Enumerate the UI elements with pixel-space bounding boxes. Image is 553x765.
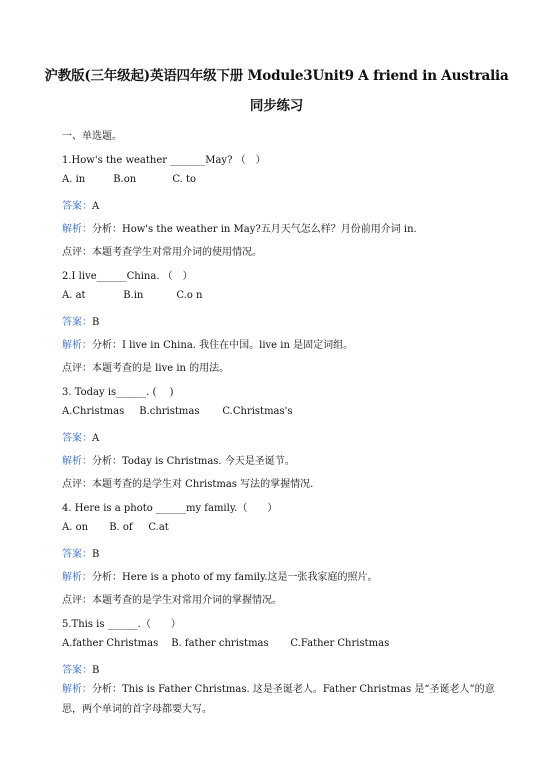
question-1-comment: 点评：本题考查学生对常用介词的使用情况。 [62,247,262,258]
question-1-stem: 1.How's the weather _______May? （ ） [62,155,266,166]
option-a: A. at [62,290,86,301]
question-3-answer [62,429,513,444]
answer-label: 答案： [62,549,92,560]
question-2-analysis [62,336,513,351]
analysis-label: 解析： [62,684,92,695]
question-3-options [62,406,513,417]
analysis-text: 分析：How's the weather in May?五月天气怎么样？月份前用介词 in. [92,224,417,235]
option-c: C.Father Christmas [290,638,390,649]
analysis-text: 分析：This is Father Christmas. 这是圣诞老人。Father Christmas 是“圣诞老人”的意思，两个单词的首字母都要大写。 [62,684,495,715]
answer-value: A [92,201,100,212]
question-4-analysis [62,568,513,583]
question-3-analysis [62,452,513,467]
analysis-label: 解析： [62,456,92,467]
analysis-label: 解析： [62,224,92,235]
option-a: A. on [62,522,89,533]
question-3-stem: 3. Today is______. ( ) [62,387,174,398]
question-5-analysis [62,680,513,720]
answer-label: 答案： [62,201,92,212]
answer-label: 答案： [62,665,92,676]
option-c: C.Christmas's [222,406,293,417]
analysis-label: 解析： [62,340,92,351]
question-4-answer [62,545,513,560]
option-c: C.at [148,522,169,533]
analysis-text: 分析：Here is a photo of my family.这是一张我家庭的照片。 [92,572,378,583]
option-b: B. of [109,522,133,533]
question-2-stem: 2.I live______China. （ ） [62,271,193,282]
question-5-stem: 5.This is ______.（ ） [62,619,181,630]
option-c: C. to [172,174,197,185]
question-3-comment: 点评：本题考查的是学生对 Christmas 写法的掌握情况. [62,479,314,490]
option-b: B.in [123,290,144,301]
option-a: A.Christmas [62,406,125,417]
question-1-analysis [62,220,513,235]
answer-label: 答案： [62,433,92,444]
answer-value: B [92,317,100,328]
question-1-options [62,174,513,185]
answer-value: B [92,549,100,560]
section-heading: 一、单选题。 [62,131,122,142]
answer-value: A [92,433,100,444]
question-2-answer [62,313,513,328]
question-2-options [62,290,513,301]
answer-value: B [92,665,100,676]
analysis-text: 分析：Today is Christmas. 今天是圣诞节。 [92,456,295,467]
option-c: C.o n [176,290,203,301]
option-a: A.father Christmas [62,638,159,649]
option-b: B.christmas [139,406,200,417]
option-b: B.on [113,174,137,185]
analysis-text: 分析：I live in China. 我住在中国。live in 是固定词组。 [92,340,354,351]
analysis-label: 解析： [62,572,92,583]
answer-label: 答案： [62,317,92,328]
question-5-options [62,638,513,649]
question-2-comment: 点评：本题考查的是 live in 的用法。 [62,363,230,374]
question-4-stem: 4. Here is a photo ______my family.（ ） [62,503,278,514]
question-1-answer [62,197,513,212]
option-a: A. in [62,174,86,185]
question-5-answer [62,661,513,676]
document-subtitle: 同步练习 [249,98,304,114]
question-4-comment: 点评：本题考查的是学生对常用介词的掌握情况。 [62,595,282,606]
document-title: 沪教版(三年级起)英语四年级下册 Module3Unit9 A friend in Australia [44,68,509,84]
question-4-options [62,522,513,533]
option-b: B. father christmas [171,638,269,649]
